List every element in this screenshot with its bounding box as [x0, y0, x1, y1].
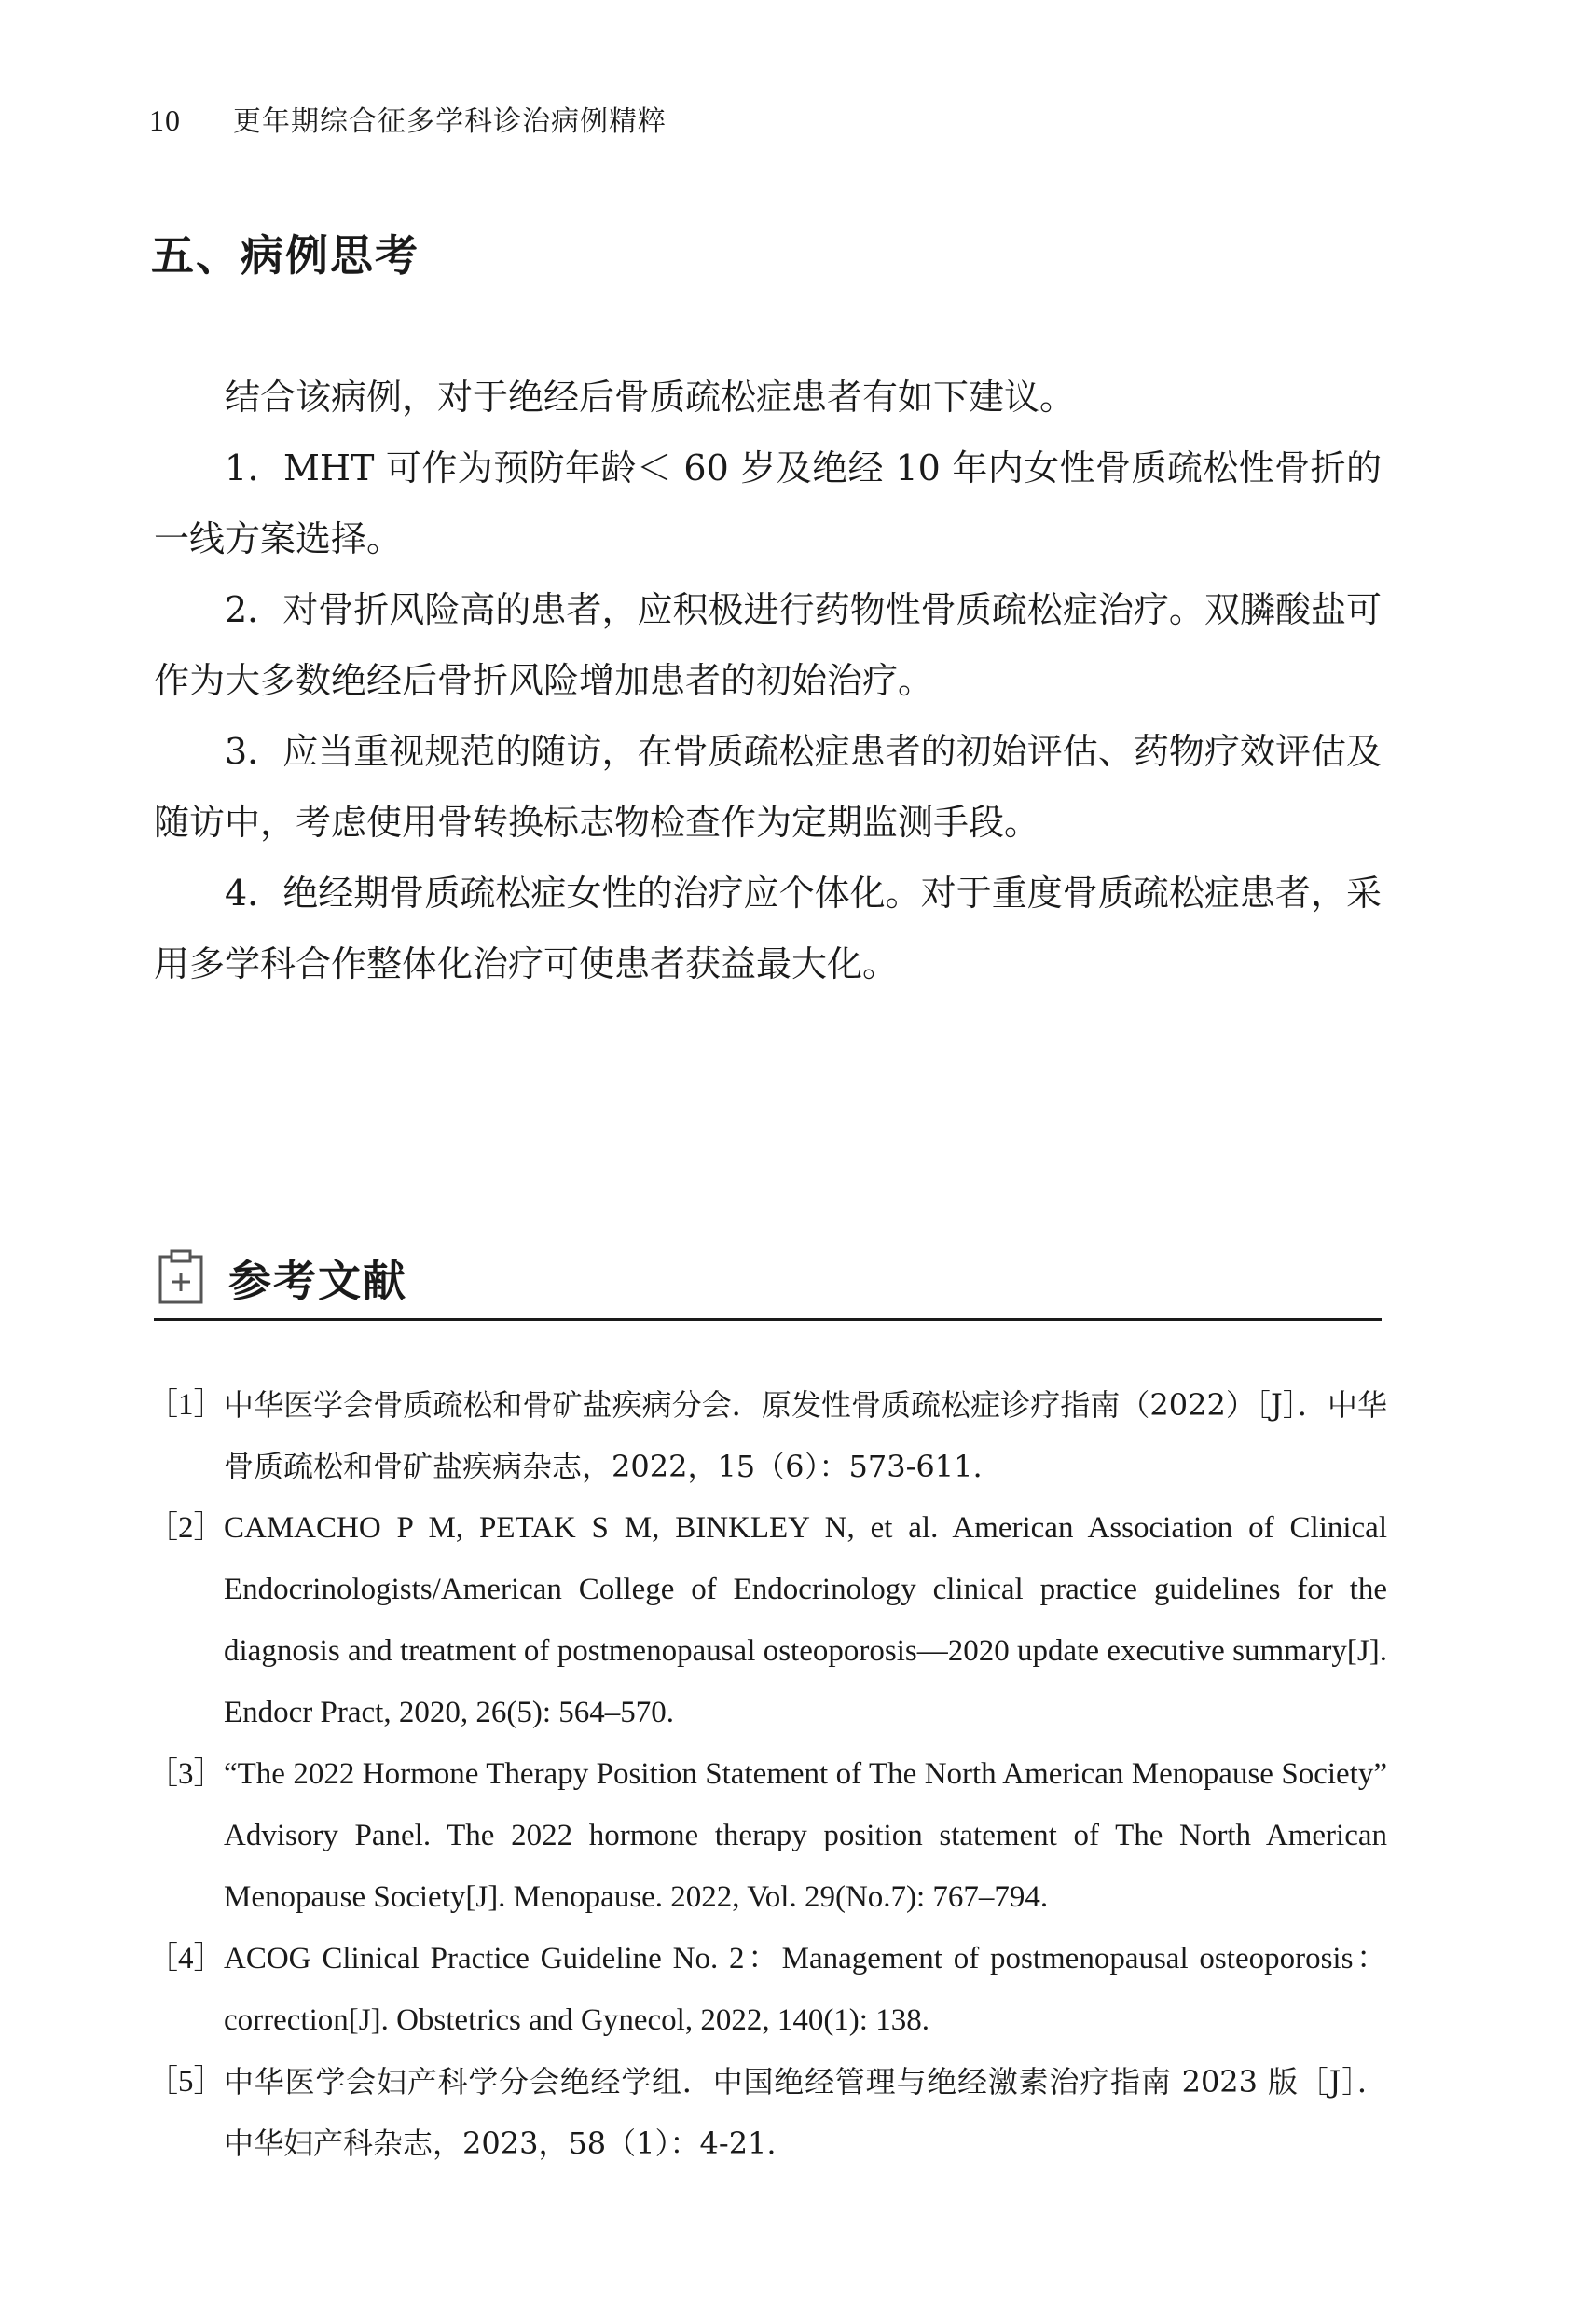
reference-item — [147, 2051, 1387, 2174]
recommendation-1: 1．MHT 可作为预防年龄＜ 60 岁及绝经 10 年内女性骨质疏松性骨折的一线方案选择。 — [154, 447, 1382, 559]
page-number: 10 — [149, 103, 181, 137]
recommendation-4: 4．绝经期骨质疏松症女性的治疗应个体化。对于重度骨质疏松症患者，采用多学科合作整体化治疗可使患者获益最大化。 — [154, 873, 1382, 984]
reference-number: ［4］ — [147, 1942, 225, 1975]
intro-paragraph: 结合该病例，对于绝经后骨质疏松症患者有如下建议。 — [225, 377, 1076, 418]
reference-list — [147, 1374, 1387, 2174]
book-title: 更年期综合征多学科诊治病例精粹 — [233, 105, 667, 138]
clipboard-plus-icon — [158, 1249, 204, 1305]
reference-text: 中华医学会骨质疏松和骨矿盐疾病分会．原发性骨质疏松症诊疗指南（2022）［J］．中华骨质疏松和骨矿盐疾病杂志，2022，15（6）：573-611. — [224, 1387, 1387, 1484]
recommendation-3: 3．应当重视规范的随访，在骨质疏松症患者的初始评估、药物疗效评估及随访中，考虑使用骨转换标志物检查作为定期监测手段。 — [154, 731, 1382, 843]
reference-text: 中华医学会妇产科学分会绝经学组．中国绝经管理与绝经激素治疗指南 2023 版［J］．中华妇产科杂志，2023，58（1）：4-21. — [224, 2064, 1387, 2161]
reference-item — [147, 1743, 1387, 1928]
reference-number: ［1］ — [147, 1388, 225, 1422]
reference-item — [147, 1497, 1387, 1743]
references-title: 参考文献 — [228, 1256, 407, 1306]
reference-text: CAMACHO P M, PETAK S M, BINKLEY N, et al. American Association of Clinical Endocrinologists/American College of Endocrinology clinical practice guidelines for the diagnosis and treatment of postmenopausal osteoporosis—2020 update executive summary[J]. Endocr Pract, 2020, 26(5): 564–570. — [224, 1511, 1387, 1729]
references-heading — [154, 1244, 1382, 1321]
reference-number: ［3］ — [147, 1757, 225, 1791]
recommendation-2: 2．对骨折风险高的患者，应积极进行药物性骨质疏松症治疗。双膦酸盐可作为大多数绝经后骨折风险增加患者的初始治疗。 — [154, 589, 1382, 701]
reference-text: “The 2022 Hormone Therapy Position Statement of The North American Menopause Society” Advisory Panel. The 2022 hormone therapy position statement of The North American Menopause Society[J]. Menopause. 2022, Vol. 29(No.7): 767–794. — [224, 1757, 1387, 1914]
reference-number: ［5］ — [147, 2065, 225, 2099]
reference-number: ［2］ — [147, 1511, 225, 1545]
running-header — [149, 98, 667, 139]
reference-item — [147, 1374, 1387, 1497]
reference-text: ACOG Clinical Practice Guideline No. 2：Management of postmenopausal osteoporosis：correction[J]. Obstetrics and Gynecol, 2022, 140(1): 138. — [224, 1942, 1387, 2037]
section-title: 五、病例思考 — [151, 230, 420, 281]
reference-item — [147, 1928, 1387, 2051]
case-reflection-body — [154, 362, 1382, 999]
